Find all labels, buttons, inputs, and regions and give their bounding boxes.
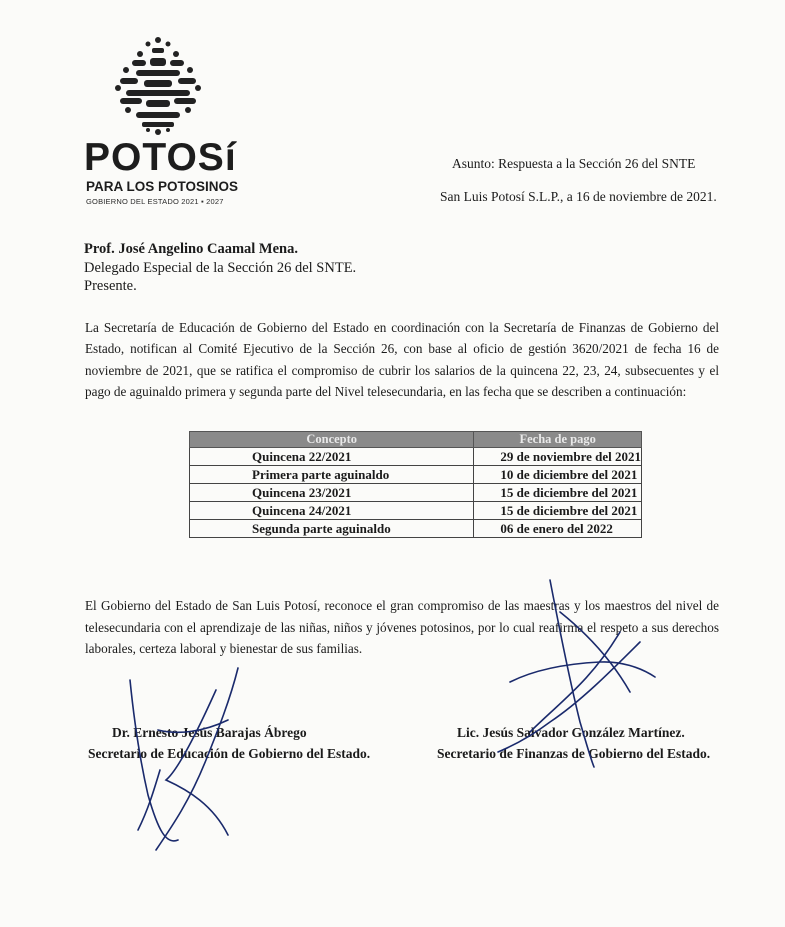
table-row [190,448,642,466]
date-cell: 29 de noviembre del 2021 [474,448,642,466]
body-paragraph-1: La Secretaría de Educación de Gobierno del Estado en coordinación con la Secretaría de Finanzas de Gobierno del Estado, notifican al Comité Ejecutivo de la Sección 26, con base al oficio de gestión 3620/2021 de fecha 16 de noviembre de 2021, que se ratifica el compromiso de cubrir los salarios de la quincena 22, 23, 24, subsecuentes y el pago de aguinaldo primera y segunda parte del Nivel telesecundaria, en las fecha que se describen a continuación: [85,320,719,399]
body-paragraph-2: El Gobierno del Estado de San Luis Potosí, reconoce el gran compromiso de las maestras y los maestros del nivel de telesecundaria con el aprendizaje de las niñas, niños y jóvenes potosinos, por lo cual reafirma el respeto a sus derechos laborales, certeza laboral y bienestar de sus familias. [85,598,719,656]
table-row [190,502,642,520]
table-row [190,520,642,538]
signature-block-right [437,722,710,764]
brand-tagline: PARA LOS POTOSINOS [86,179,239,194]
place-date: San Luis Potosí S.L.P., a 16 de noviembre de 2021. [440,189,717,204]
column-header-concept: Concepto [190,432,474,448]
brand-name: POTOSí [84,136,237,179]
date-cell: 10 de diciembre del 2021 [474,466,642,484]
signer-title-right: Secretario de Finanzas de Gobierno del Estado. [437,746,711,761]
ornament-logo-icon [112,34,204,136]
table-header-row [190,432,642,448]
date-cell: 15 de diciembre del 2021 [474,484,642,502]
recipient-block [84,240,356,296]
date-cell: 06 de enero del 2022 [474,520,642,538]
signature-block-left [88,722,370,764]
date-cell: 15 de diciembre del 2021 [474,502,642,520]
salutation: Presente. [84,278,137,294]
column-header-payment-date: Fecha de pago [474,432,642,448]
table-row [190,466,642,484]
subject-line: Asunto: Respuesta a la Sección 26 del SNTE [452,156,696,171]
recipient-position: Delegado Especial de la Sección 26 del SNTE. [84,259,357,276]
signer-title-left: Secretario de Educación de Gobierno del Estado. [88,746,371,761]
government-period: GOBIERNO DEL ESTADO 2021 ▪ 2027 [86,197,224,206]
payment-schedule-table [189,431,642,538]
recipient-name: Prof. José Angelino Caamal Mena. [84,241,298,257]
concept-cell: Segunda parte aguinaldo [190,520,474,538]
concept-cell: Primera parte aguinaldo [190,466,474,484]
signer-name-right: Lic. Jesús Salvador González Martínez. [457,725,685,740]
signer-name-left: Dr. Ernesto Jesús Barajas Ábrego [112,725,307,740]
concept-cell: Quincena 24/2021 [190,502,474,520]
concept-cell: Quincena 23/2021 [190,484,474,502]
concept-cell: Quincena 22/2021 [190,448,474,466]
table-row [190,484,642,502]
